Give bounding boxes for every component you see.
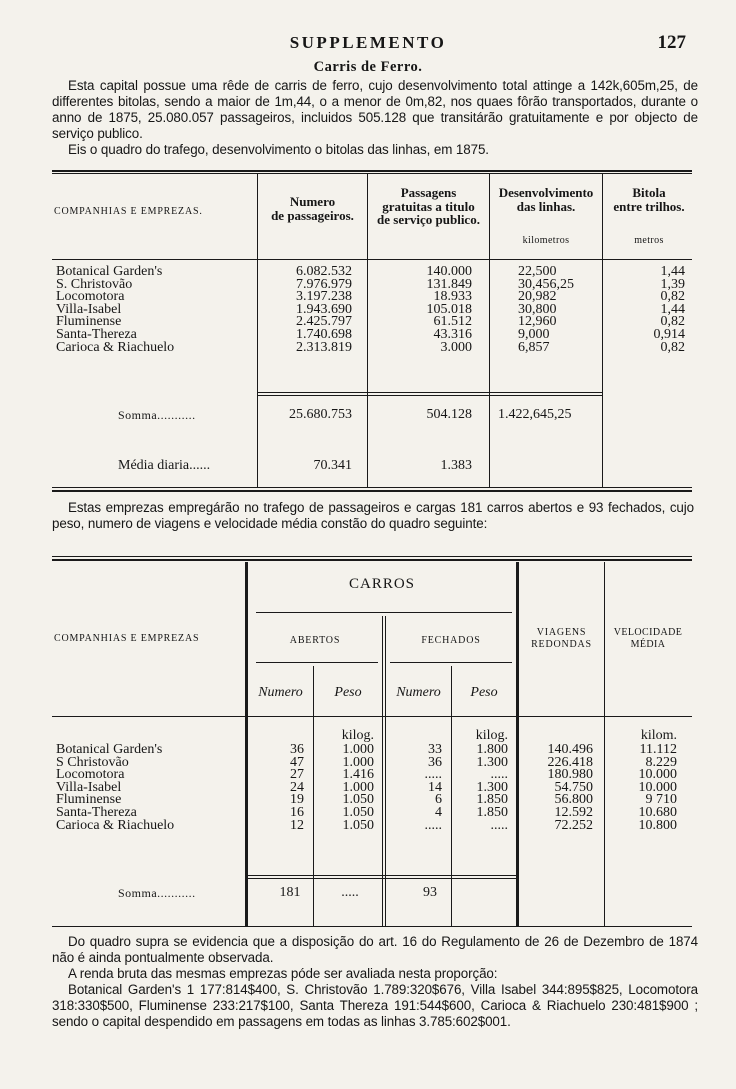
closed-weight-unit: kilog. — [475, 728, 508, 743]
table1-sum-rule — [258, 392, 602, 393]
table-row-name: Santa-Thereza — [56, 804, 137, 820]
table-row-name: Locomotora — [56, 767, 125, 783]
table2-sum-rule — [248, 875, 518, 876]
table2-sum-closed-number: 93 — [423, 885, 437, 900]
table1-top-rule — [52, 170, 692, 172]
table1-sum-passengers: 25.680.753 — [289, 407, 352, 422]
table2-top-rule-thick — [52, 559, 692, 561]
middle-paragraph — [52, 500, 694, 532]
table2-company-column — [56, 744, 250, 832]
table1-header-rule — [52, 259, 692, 260]
page-title: SUPPLEMENTO — [289, 33, 447, 52]
table-row-name: S. Christovão — [56, 276, 133, 292]
col-free-header: Passagens gratuitas a titulo de serviço publico. — [377, 185, 480, 227]
table1-passengers-column: 6.082.532 7.976.979 3.197.238 1.943.690 2.425.797 1.740.698 2.313.819 — [296, 264, 352, 355]
col-passengers-header: Numero de passageiros. — [271, 194, 354, 223]
table2-companies-header: COMPANHIAS E EMPREZAS — [54, 633, 200, 644]
open-header: ABERTOS — [289, 635, 341, 646]
table-row-name: Carioca & Riachuelo — [56, 817, 175, 833]
closing-text-1: Do quadro supra se evidencia que a disposição do art. 16 do Regulamento de 26 de Dezembro de 1874 não é ainda pontualmente observada. — [52, 934, 698, 965]
speed-header: VELOCIDADE MÉDIA — [613, 627, 683, 650]
table1-divider — [489, 174, 490, 487]
table-row-name: Botanical Garden's — [56, 742, 163, 757]
closed-brace-rule — [390, 662, 512, 663]
intro-lead: Eis o quadro do trafego, desenvolvimento o bitolas das linhas, em 1875. — [68, 142, 489, 157]
speed-column: 11.112 8.229 10.000 10.000 9 710 10.680 10.800 — [638, 742, 677, 833]
table1-free-column: 140.000 131.849 18.933 105.018 61.512 43.316 3.000 — [426, 264, 472, 355]
col-gauge-header: Bitola entre trilhos. — [613, 185, 685, 214]
table2-bottom-rule — [52, 926, 692, 927]
open-weight-column: 1.000 1.000 1.416 1.000 1.050 1.050 1.050 — [342, 742, 374, 833]
closed-weight-column: 1.800 1.300 ..... 1.300 1.850 1.850 ..... — [476, 742, 508, 833]
cars-brace-rule — [256, 612, 512, 613]
table2-header-rule — [52, 716, 692, 717]
table2-sum-label: Somma........... — [118, 886, 196, 900]
open-number-column: 36 47 27 24 19 16 12 — [290, 742, 304, 833]
table-row-name: Santa-Thereza — [56, 326, 137, 342]
table-row-name: Villa-Isabel — [56, 301, 122, 317]
open-number-header: Numero — [258, 685, 303, 700]
col-gauge-unit: metros — [634, 235, 664, 246]
table2-sum-open-number: 181 — [279, 885, 301, 900]
table1-sum-development: 1.422,645,25 — [498, 407, 572, 422]
table2-sum-open-weight: ..... — [341, 885, 359, 900]
table-row-name: Carioca & Riachuelo — [56, 339, 175, 355]
table2-sum-rule-2 — [248, 878, 518, 879]
open-brace-rule — [256, 662, 378, 663]
table1-bottom-rule — [52, 487, 692, 488]
intro-paragraph — [52, 78, 698, 158]
closing-text-2: A renda bruta das mesmas emprezas póde ser avaliada nesta proporção: — [68, 966, 498, 981]
closed-weight-header: Peso — [470, 685, 498, 700]
table-row-name: Botanical Garden's — [56, 264, 163, 279]
table1-gauge-column: 1,44 1,39 0,82 1,44 0,82 0,914 0,82 — [653, 264, 685, 355]
col-development-header: Desenvolvimento das linhas. — [498, 185, 594, 214]
table-row-name: Villa-Isabel — [56, 779, 122, 795]
table-row-name: Fluminense — [56, 792, 122, 808]
table-row-name: S Christovão — [56, 754, 129, 770]
table1-sum-label: Somma........... — [118, 408, 196, 422]
open-weight-unit: kilog. — [341, 728, 374, 743]
table1-top-rule-thin — [52, 173, 692, 174]
page-header — [0, 33, 736, 53]
table1-daily-label: Média diaria...... — [118, 458, 211, 473]
table1-daily-passengers: 70.341 — [313, 458, 352, 473]
table1-company-column — [56, 266, 250, 354]
closed-number-column: 33 36 ..... 14 6 4 ..... — [424, 742, 442, 833]
cars-header: CARROS — [348, 576, 416, 592]
col-companies-header: COMPANHIAS E EMPREZAS. — [54, 206, 203, 217]
middle-text: Estas emprezas empregárão no trafego de passageiros e cargas 181 carros abertos e 93 fechados, cujo peso, numero de viagens e velocidade média constão do quadro seguinte: — [52, 500, 694, 531]
table2-top-rule — [52, 556, 692, 557]
closing-paragraphs — [52, 934, 698, 1030]
table1-sum-rule-2 — [258, 395, 602, 396]
table-row-name: Fluminense — [56, 314, 122, 330]
trips-header: VIAGENS REDONDAS — [531, 627, 592, 650]
table1-development-column: 22,500 30,456,25 20,982 30,800 12,960 9,000 6,857 — [518, 264, 574, 355]
section-title: Carris de Ferro. — [313, 59, 423, 75]
speed-unit: kilom. — [640, 728, 677, 743]
table1-bottom-rule-thick — [52, 490, 692, 492]
table2-divider — [382, 616, 383, 926]
table1-daily-free: 1.383 — [440, 458, 472, 473]
intro-text: Esta capital possue uma rêde de carris de ferro, cujo desenvolvimento total attinge a 142k,605m,25, de differentes bitolas, sendo a maior de 1m,44, o a menor de 0m,82, nos quaes fôrão transportados, durante o anno de 1875, 25.080.057 passageiros, incluidos 505.128 que transitárão gratuitamente e por objecto de serviço publico. — [52, 78, 698, 141]
trips-column: 140.496 226.418 180.980 54.750 56.800 12.592 72.252 — [547, 742, 593, 833]
table1-sum-free: 504.128 — [426, 407, 472, 422]
page-number: 127 — [657, 32, 686, 53]
table-row-name: Locomotora — [56, 289, 125, 305]
col-development-unit: kilometros — [522, 235, 570, 246]
open-weight-header: Peso — [334, 685, 362, 700]
closed-header: FECHADOS — [421, 635, 481, 646]
closed-number-header: Numero — [396, 685, 441, 700]
closing-text-3: Botanical Garden's 1 177:814$400, S. Christovão 1.789:320$676, Villa Isabel 344:895$825, Locomotora 318:330$500, Fluminense 233:217$100, Santa Thereza 191:544$600, Carioca & Riachuelo 230:481$900 ; sendo o capital despendido em passagens em todas as linhas 3.785:602$001. — [52, 982, 698, 1029]
